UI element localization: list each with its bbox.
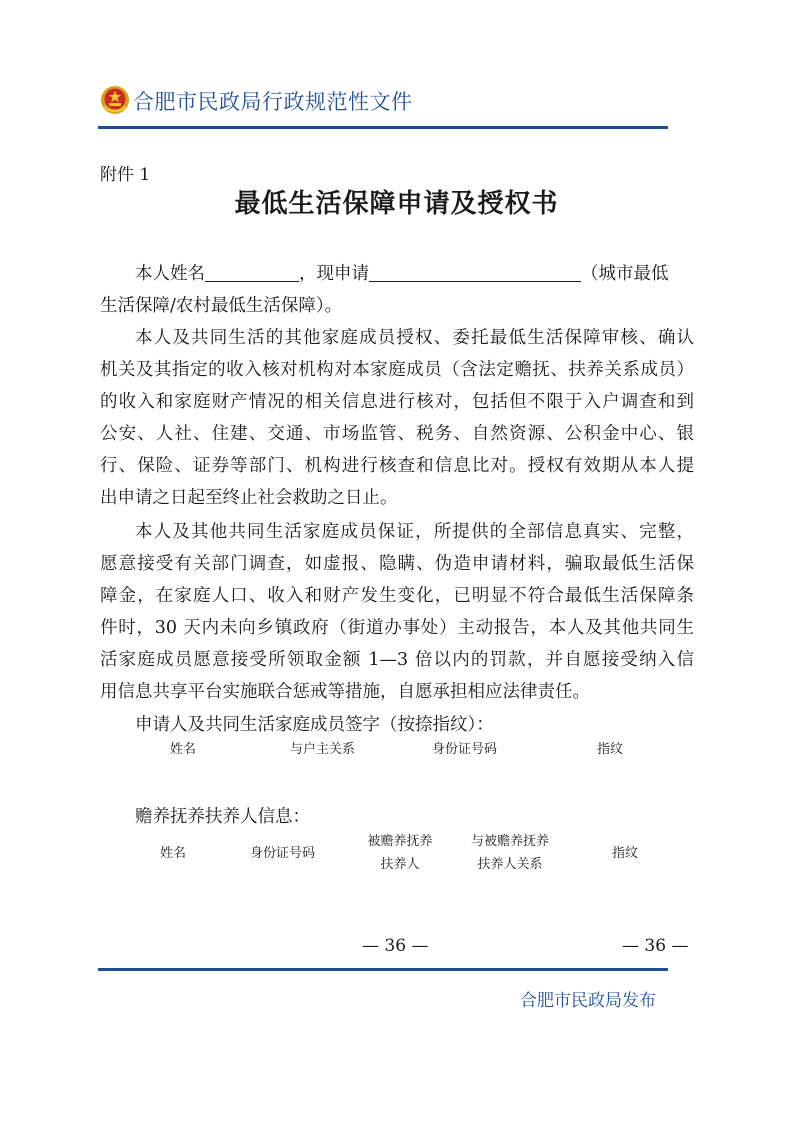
apply-type-blank[interactable]: [369, 261, 581, 282]
attachment-label: 附件 1: [100, 165, 151, 185]
signature-col-id: 身份证号码: [432, 742, 498, 757]
paragraph2-line: 本人及其他共同生活家庭成员保证，所提供的全部信息真实、完整，: [135, 522, 694, 542]
supporter-col-id: 身份证号码: [250, 846, 316, 861]
paragraph1-line: 本人及共同生活的其他家庭成员授权、委托最低生活保障审核、确认: [135, 328, 694, 348]
paragraph2-line: 用信息共享平台实施联合惩戒等措施，自愿承担相应法律责任。: [100, 682, 590, 702]
paragraph2-line: 件时，30 天内未向乡镇政府（街道办事处）主动报告，本人及其他共同生: [100, 618, 694, 638]
paragraph2-line: 障金，在家庭人口、收入和财产发生变化，已明显不符合最低生活保障条: [100, 586, 694, 606]
paragraph1-line: 出申请之日起至终止社会救助之日止。: [100, 488, 398, 508]
national-emblem-icon: [100, 85, 130, 115]
page-number: — 36 —: [362, 936, 429, 956]
supporter-col-dependent-line2: 扶养人: [380, 857, 420, 872]
supporter-col-name: 姓名: [160, 846, 187, 861]
signature-label: 申请人及共同生活家庭成员签字（按捺指纹）：: [135, 715, 494, 735]
signature-col-relation: 与户主关系: [290, 742, 356, 757]
supporter-col-relation-line1: 与被赡养抚养: [470, 834, 549, 849]
application-line: [100, 260, 694, 285]
supporter-label: 赡养抚养扶养人信息：: [135, 807, 310, 827]
page-number-right: — 36 —: [622, 936, 689, 956]
signature-col-fingerprint: 指纹: [597, 742, 624, 757]
footer-publisher: 合肥市民政局发布: [520, 991, 656, 1011]
signature-col-name: 姓名: [170, 742, 197, 757]
apply-label: ，现申请: [299, 264, 369, 284]
paragraph1-line: 的收入和家庭财产情况的相关信息进行核对，包括但不限于入户调查和到: [100, 392, 694, 412]
application-line-2: 生活保障/农村最低生活保障）。: [100, 296, 343, 316]
supporter-col-fingerprint: 指纹: [612, 846, 639, 861]
paragraph2-line: 愿意接受有关部门调查，如虚报、隐瞒、伪造申请材料，骗取最低生活保: [100, 554, 694, 574]
document-title: 最低生活保障申请及授权书: [234, 189, 559, 219]
footer-divider: [98, 968, 668, 971]
supporter-col-relation-line2: 扶养人关系: [477, 857, 543, 872]
supporter-col-dependent: [355, 830, 445, 872]
supporter-col-relation: [460, 830, 560, 872]
header-title: 合肥市民政局行政规范性文件: [133, 90, 413, 114]
name-prefix: 本人姓名: [135, 264, 205, 284]
paragraph1-line: 机关及其指定的收入核对机构对本家庭成员（含法定赡抚、扶养关系成员）: [100, 360, 694, 380]
name-blank[interactable]: [205, 261, 299, 282]
header-divider: [98, 126, 668, 129]
paragraph1-line: 公安、人社、住建、交通、市场监管、税务、自然资源、公积金中心、银: [100, 424, 694, 444]
apply-suffix: （城市最低: [581, 264, 669, 284]
supporter-col-dependent-line1: 被赡养抚养: [367, 834, 433, 849]
paragraph2-line: 活家庭成员愿意接受所领取金额 1—3 倍以内的罚款，并自愿接受纳入信: [100, 650, 694, 670]
paragraph1-line: 行、保险、证券等部门、机构进行核查和信息比对。授权有效期从本人提: [100, 456, 694, 476]
